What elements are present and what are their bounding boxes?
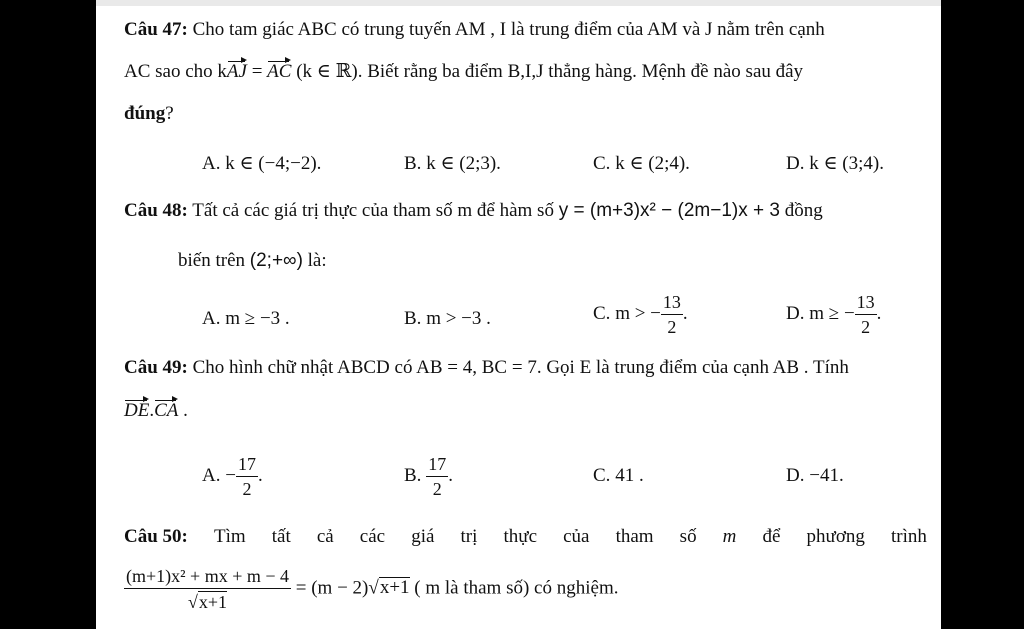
vector-ac: AC xyxy=(267,61,292,82)
fraction-numerator: 17 xyxy=(426,454,448,477)
q48-interval: (2;+∞) xyxy=(249,250,303,271)
option-letter: B. xyxy=(404,153,422,174)
q47-text-line2-pre: AC sao cho k xyxy=(124,61,227,82)
q47-option-c xyxy=(593,152,690,176)
option-text: m ≥ −3 . xyxy=(225,308,290,329)
option-letter: B. xyxy=(404,308,422,329)
sqrt-radicand: x+1 xyxy=(379,577,410,599)
fraction xyxy=(661,292,683,337)
option-letter: A. xyxy=(202,308,221,329)
q50-word: phương xyxy=(806,526,865,547)
fraction-denominator: 2 xyxy=(432,479,442,499)
q50-tail: ( m là tham số) có nghiệm. xyxy=(409,577,619,599)
q47-eq: = xyxy=(246,61,268,82)
q50-word: tham xyxy=(615,526,654,547)
q50-word: Tìm xyxy=(213,526,246,547)
fraction xyxy=(236,454,258,499)
option-letter: B. xyxy=(404,464,422,486)
option-text: k ∈ (2;3). xyxy=(426,153,501,174)
option-text: k ∈ (−4;−2). xyxy=(225,153,322,174)
q49-option-a xyxy=(202,454,263,499)
fraction-denominator: 2 xyxy=(667,317,677,337)
option-letter: A. xyxy=(202,464,221,486)
fraction xyxy=(855,292,877,337)
option-letter: C. xyxy=(593,465,611,486)
q50-word: tất xyxy=(271,526,291,547)
option-text-pre: − xyxy=(225,464,236,486)
q49-text-line1: Cho hình chữ nhật ABCD có AB = 4, BC = 7. Gọi E là trung điểm của cạnh AB . Tính xyxy=(192,357,849,378)
q49-option-c xyxy=(593,464,644,488)
q50-word: giá xyxy=(411,526,435,547)
q49-label: Câu 49: xyxy=(124,357,188,378)
q48-label: Câu 48: xyxy=(124,200,188,221)
q48-line1 xyxy=(124,199,823,223)
q47-label: Câu 47: xyxy=(124,19,188,40)
vector-de: DE xyxy=(124,400,150,421)
fraction-numerator: 17 xyxy=(236,454,258,477)
option-text-post: . xyxy=(257,464,263,486)
fraction-denominator: 2 xyxy=(861,317,871,337)
q50-equation-fraction xyxy=(124,566,291,612)
q50-word: trình xyxy=(890,526,927,547)
option-text: m > −3 . xyxy=(426,308,491,329)
q49-line2 xyxy=(124,399,188,423)
option-text: −41. xyxy=(809,465,844,486)
q47-text-line2-post: . Biết rằng ba điểm B,I,J thẳng hàng. Mệnh đề nào sau đây xyxy=(357,61,804,82)
option-text: k ∈ (3;4). xyxy=(809,153,884,174)
q47-option-a xyxy=(202,152,321,176)
option-letter: C. xyxy=(593,302,611,324)
option-letter: C. xyxy=(593,153,611,174)
q50-word: m xyxy=(722,526,737,547)
vector-ca: CA xyxy=(154,400,179,421)
q47-option-d xyxy=(786,152,884,176)
sqrt-radicand: x+1 xyxy=(198,592,228,612)
q48-text-line1-post: đồng xyxy=(779,200,823,221)
fraction xyxy=(426,454,448,499)
q47-line2 xyxy=(124,60,803,84)
option-text-pre: m ≥ − xyxy=(809,302,855,324)
option-letter: D. xyxy=(786,465,805,486)
q48-option-d xyxy=(786,292,881,337)
fraction-numerator: 13 xyxy=(855,292,877,315)
option-text: k ∈ (2;4). xyxy=(615,153,690,174)
vector-aj: AJ xyxy=(226,61,247,82)
q50-line2: $\frac{\text{(m+1)x² + mx + m − 4}}{√x+1}$ = (m − 2)√x+1 ( m là tham số) có nghiệm. xyxy=(126,566,619,612)
q50-line1 xyxy=(124,525,927,549)
q49-option-b xyxy=(404,454,453,499)
q47-text-line1: Cho tam giác ABC có trung tuyến AM , I là trung điểm của AM và J nằm trên cạnh xyxy=(192,19,825,40)
q49-line1 xyxy=(124,356,849,380)
q49-end: . xyxy=(178,400,188,421)
q47-line1 xyxy=(124,18,825,42)
q48-text-line2-post: là: xyxy=(302,250,327,271)
option-letter: D. xyxy=(786,302,805,324)
document-page xyxy=(96,0,941,629)
q48-text-line1-pre: Tất cả các giá trị thực của tham số m để hàm số xyxy=(192,200,559,221)
option-text-post: . xyxy=(876,302,882,324)
fraction-numerator: (m+1)x² + mx + m − 4 xyxy=(124,566,291,589)
q50-word: trị xyxy=(460,526,478,547)
q50-word: cả xyxy=(316,526,334,547)
q47-condition: (k ∈ ℝ) xyxy=(291,61,358,82)
q48-line2 xyxy=(178,249,327,273)
q48-formula: y = (m+3)x² − (2m−1)x + 3 xyxy=(558,200,780,221)
q48-option-c xyxy=(593,292,688,337)
q47-emphasis: đúng xyxy=(124,103,166,124)
q50-word: của xyxy=(563,526,590,547)
q50-rhs: = (m − 2) xyxy=(291,577,369,599)
q49-option-d xyxy=(786,464,844,488)
q50-label: Câu 50: xyxy=(124,526,188,547)
q49-dot: . xyxy=(149,400,155,421)
option-text-post: . xyxy=(682,302,688,324)
q50-word: các xyxy=(359,526,386,547)
q50-word: để xyxy=(762,526,781,547)
option-text-pre: m > − xyxy=(615,302,661,324)
fraction-numerator: 13 xyxy=(661,292,683,315)
q47-option-b xyxy=(404,152,501,176)
option-letter: A. xyxy=(202,153,221,174)
option-text: 41 . xyxy=(615,465,644,486)
q50-word: thực xyxy=(503,526,538,547)
q47-line3 xyxy=(124,102,174,126)
fraction-denominator: 2 xyxy=(242,479,252,499)
q48-option-b xyxy=(404,307,491,331)
q48-text-line2-pre: biến trên xyxy=(178,250,250,271)
q48-option-a xyxy=(202,307,290,331)
option-letter: D. xyxy=(786,153,805,174)
fraction-denominator: √x+1 xyxy=(187,592,228,612)
q47-question-mark: ? xyxy=(165,103,174,124)
option-text-post: . xyxy=(448,464,453,486)
top-divider xyxy=(96,0,941,6)
q50-word: số xyxy=(679,526,697,547)
